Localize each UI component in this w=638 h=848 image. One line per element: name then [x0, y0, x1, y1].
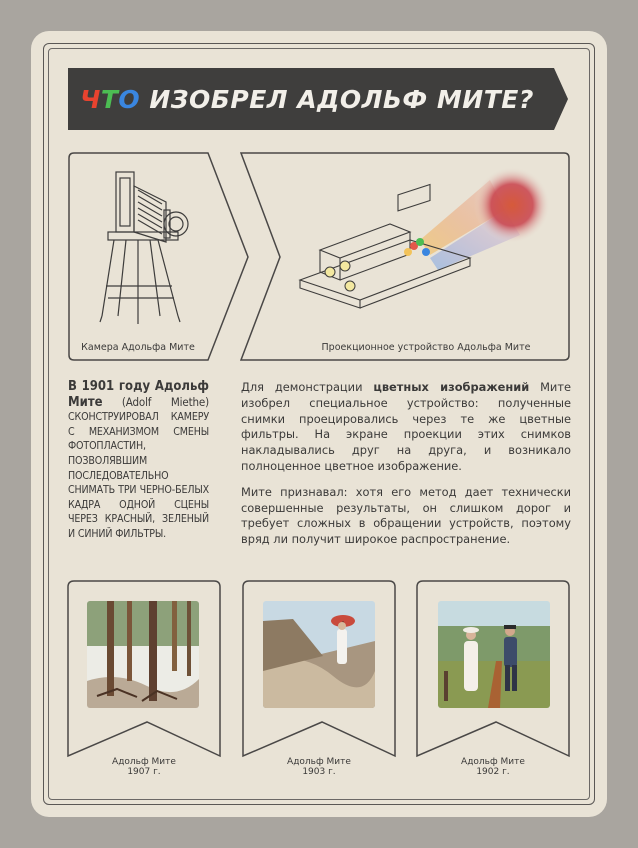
left-column-text — [68, 380, 209, 542]
photo-1-caption — [74, 757, 214, 777]
title-rest: ИЗОБРЕЛ АДОЛЬФ МИТЕ? — [140, 84, 534, 114]
title-letter-3: О — [118, 84, 141, 114]
photo-dune-woman — [263, 601, 375, 708]
left-lead: В 1901 году Адольф Мите — [68, 379, 209, 410]
camera-panel — [68, 152, 250, 362]
camera-drawing — [98, 166, 208, 326]
right-paragraph-1 — [241, 380, 571, 475]
photo-3-author: Адольф Мите — [461, 757, 525, 767]
right-paragraph-2: Мите признавал: хотя его метод дает технически совершенные результаты, он слишком дорог и требует сложных в обращении устройств, поэтому вряд ли получит широкое распространение. — [241, 484, 571, 547]
photo-2-caption — [249, 757, 389, 777]
title-letter-1: Ч — [80, 84, 101, 114]
photo-1-author: Адольф Мите — [112, 757, 176, 767]
page-title — [68, 68, 546, 130]
photo-3-caption — [423, 757, 563, 777]
photo-2-author: Адольф Мите — [287, 757, 351, 767]
right-p1-bold: цветных изображений — [373, 380, 530, 394]
right-column-text — [241, 380, 571, 558]
right-p1-end: Мите изобрел специальное устройство: полученные снимки проецировались через те же цветные фильтры. На экране проекции этих снимков накладывались друг на друга, и возникало полноценное цветное изображение. — [241, 380, 571, 473]
left-body: СКОНСТРУИРОВАЛ КАМЕРУ С МЕХАНИЗМОМ СМЕНЫ ФОТОПЛАСТИН, ПОЗВОЛЯВШИМ ПОСЛЕДОВАТЕЛЬНО СНИМАТЬ ТРИ ЧЕРНО-БЕЛЫХ КАДРА ОДНОЙ СЦЕНЫ ЧЕРЕЗ КРАСНЫЙ, ЗЕЛЕНЫЙ И СИНИЙ ФИЛЬТРЫ. — [68, 411, 209, 540]
title-letter-2: Т — [100, 84, 119, 114]
title-banner — [68, 68, 568, 130]
right-p1-start: Для демонстрации — [241, 380, 374, 394]
left-latin-name: (Adolf Miethe) — [121, 394, 209, 409]
photo-2-year: 1903 г. — [302, 767, 336, 777]
photo-winter-forest — [87, 601, 199, 708]
photo-couple-field — [438, 601, 550, 708]
camera-caption: Камера Адольфа Мите — [81, 342, 195, 353]
projector-drawing — [290, 160, 570, 330]
projector-caption: Проекционное устройство Адольфа Мите — [321, 342, 531, 353]
projector-panel — [240, 152, 572, 362]
photo-1-year: 1907 г. — [127, 767, 161, 777]
photo-3-year: 1902 г. — [476, 767, 510, 777]
